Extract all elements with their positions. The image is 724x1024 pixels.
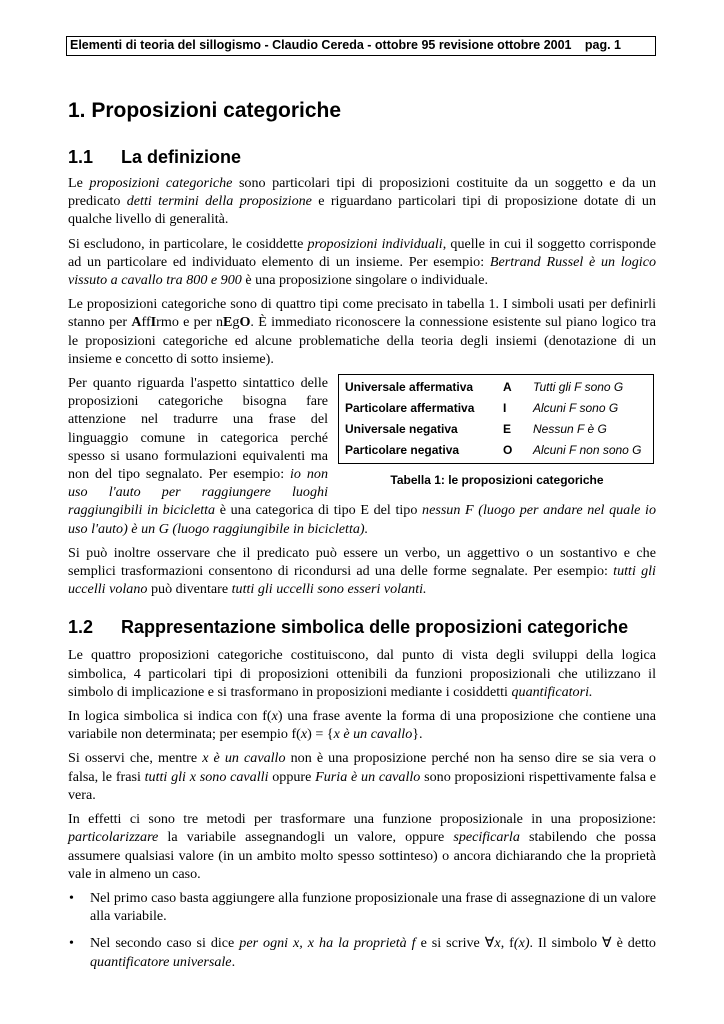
text-italic: Furia è un cavallo bbox=[315, 768, 421, 785]
list-item bbox=[68, 934, 656, 970]
paragraph bbox=[68, 235, 656, 290]
text: è una categorica di tipo E del tipo bbox=[215, 502, 423, 519]
text-bold: O bbox=[239, 314, 251, 331]
categorical-table bbox=[338, 374, 654, 464]
section-heading-1-1 bbox=[68, 146, 656, 168]
table-cell-name: Universale negativa bbox=[345, 422, 458, 437]
text: Per quanto riguarda l'aspetto sintattico delle proposizioni categoriche bisogna fare attenzione nel tradurre una frase del linguaggio comune in categorica perché spesso si usano formulazioni equivalenti ma non del tipo segnalato. Per esempio: bbox=[68, 375, 328, 483]
paragraph bbox=[68, 707, 656, 743]
text-italic: quantificatori. bbox=[511, 683, 593, 700]
section-1-2 bbox=[68, 616, 656, 970]
text-italic: x bbox=[300, 726, 308, 743]
bullet-icon: • bbox=[69, 935, 74, 952]
text-italic: Bertrand Russel è un logico vissuto a cavallo tra 800 e 900 bbox=[68, 253, 656, 289]
text: e per bbox=[178, 314, 216, 331]
text-italic: proposizioni categoriche bbox=[89, 175, 233, 191]
table-caption: Tabella 1: le proposizioni categoriche bbox=[390, 473, 604, 488]
text: n bbox=[215, 314, 223, 331]
text-italic: quantificatore universale bbox=[90, 953, 232, 970]
page-header bbox=[66, 36, 656, 56]
text: Nel secondo caso si dice bbox=[90, 935, 240, 952]
text: . bbox=[231, 953, 236, 970]
text: ) = { bbox=[307, 726, 334, 743]
table-cell-symbol: E bbox=[503, 422, 512, 437]
section-title: La definizione bbox=[121, 147, 242, 167]
text-bold: A bbox=[131, 314, 142, 331]
page-number: pag. 1 bbox=[584, 38, 621, 52]
paragraph bbox=[68, 544, 656, 599]
header-title: Elementi di teoria del sillogismo - Claudio Cereda - ottobre 95 revisione ottobre 2001 bbox=[70, 38, 572, 52]
table-cell-name: Universale affermativa bbox=[345, 380, 474, 395]
text: ff bbox=[141, 314, 151, 331]
section-number: 1.2 bbox=[68, 617, 94, 638]
paragraph bbox=[68, 295, 656, 368]
table-cell-symbol: O bbox=[503, 443, 513, 458]
categorical-table-block bbox=[338, 374, 656, 487]
text-italic: x bbox=[271, 708, 278, 725]
list-item bbox=[68, 889, 656, 925]
text-italic: tutti gli uccelli sono esseri volanti. bbox=[231, 581, 427, 598]
section-heading-1-2 bbox=[68, 616, 656, 638]
text: . Il simbolo ∀ è detto bbox=[529, 935, 656, 952]
text-bold: E bbox=[223, 314, 233, 331]
text: In effetti ci sono tre metodi per trasformare una funzione proposizionale in una proposizione: bbox=[68, 811, 656, 828]
text-italic: per ogni x, x ha la proprietà f bbox=[239, 935, 416, 952]
text-italic: proposizioni individuali bbox=[307, 235, 443, 252]
table-cell-symbol: A bbox=[503, 380, 512, 395]
text: Si può inoltre osservare che il predicato può essere un verbo, un aggettivo o un sostantivo e che semplici trasformazioni consentono di ricondursi ad una delle forme segnalate. Per esempio: bbox=[68, 544, 656, 580]
text-italic: tutti gli uccelli volano bbox=[68, 563, 656, 598]
text-bold: I bbox=[150, 314, 157, 331]
paragraph bbox=[68, 646, 656, 701]
text: e riguardano particolari tipi di proposizione dotate di un qualche livello di generalità. bbox=[68, 193, 656, 228]
text: Si escludono, in particolare, le cosiddette bbox=[68, 235, 308, 252]
text: }. bbox=[412, 726, 423, 743]
text: non è una proposizione perché non ha senso dire se sia vera o falsa, le frasi bbox=[68, 750, 656, 785]
text: sono proposizioni rispettivamente falsa e vera. bbox=[68, 768, 656, 803]
table-cell-symbol: I bbox=[503, 401, 507, 416]
chapter-title: 1. Proposizioni categoriche bbox=[68, 99, 342, 122]
section-number: 1.1 bbox=[68, 147, 94, 167]
text: e si scrive ∀ bbox=[415, 935, 495, 952]
text: g bbox=[232, 314, 240, 331]
text-italic: nessun F (luogo per andare nel quale io uso l'auto) è un G (luogo raggiungibile in bicicletta). bbox=[68, 502, 656, 537]
table-cell-example: Alcuni F sono G bbox=[533, 401, 619, 416]
table-row bbox=[343, 440, 649, 461]
text: stabilendo che possa assumere qualsiasi valore (in un ambito molto spesso sottinteso) o ancora dichiarando che la proprietà vale in almeno un caso. bbox=[68, 829, 656, 882]
text-italic: specificarla bbox=[453, 829, 520, 846]
table-row bbox=[343, 398, 649, 419]
text: , f bbox=[500, 935, 514, 952]
text: Si osservi che, mentre bbox=[68, 750, 203, 767]
paragraph bbox=[68, 174, 656, 229]
table-cell-example: Nessun F è G bbox=[533, 422, 607, 437]
text: ) una frase avente la forma di una proposizione che contiene una variabile non determinata; per esempio f( bbox=[68, 708, 656, 743]
bullet-icon: • bbox=[69, 889, 74, 906]
text-italic: particolarizzare bbox=[68, 829, 159, 846]
page-content bbox=[68, 88, 656, 980]
text: è una proposizione singolare o individuale. bbox=[241, 272, 488, 289]
text-italic: io non uso l'auto per raggiungere luoghi raggiungibili in bicicletta bbox=[68, 466, 328, 519]
text: Le quattro proposizioni categoriche costituiscono, dal punto di vista degli sviluppi della logica simbolica, 4 particolari tipi di proposizioni ottenibili da funzioni proposizionali che utilizzano il simbolo di implicazione e si trasformano in proposizioni mediante i cosiddetti bbox=[68, 647, 656, 700]
table-row bbox=[343, 377, 649, 398]
table-cell-example: Alcuni F non sono G bbox=[533, 443, 642, 458]
text-italic: (x) bbox=[513, 935, 530, 952]
table-cell-name: Particolare negativa bbox=[345, 443, 460, 458]
text: la variabile assegnandogli un valore, oppure bbox=[158, 829, 454, 846]
table-row bbox=[343, 419, 649, 440]
text: , quelle in cui il soggetto corrisponde ad un particolare ed individuato elemento di un insieme. Per esempio: bbox=[68, 235, 656, 270]
paragraph bbox=[68, 749, 656, 804]
text-italic: x è un cavallo bbox=[202, 750, 286, 767]
section-title: Rappresentazione simbolica delle proposizioni categoriche bbox=[121, 617, 629, 638]
text: Nel primo caso basta aggiungere alla funzione proposizionale una frase di assegnazione di un valore alla variabile. bbox=[90, 889, 656, 925]
text: oppure bbox=[268, 768, 316, 785]
text: rmo bbox=[156, 314, 179, 331]
text: . È immediato riconoscere la connessione esistente sul piano logico tra le proposizioni categoriche ed alcune problematiche della teoria degli insiemi (denotazione di un insieme e concetto di sotto insieme). bbox=[68, 314, 656, 367]
text-italic: x bbox=[494, 935, 501, 952]
text: Le bbox=[68, 175, 90, 191]
text: può diventare bbox=[147, 581, 232, 598]
table-cell-example: Tutti gli F sono G bbox=[533, 380, 624, 395]
table-cell-name: Particolare affermativa bbox=[345, 401, 475, 416]
text-italic: detti termini della proposizione bbox=[126, 193, 312, 210]
paragraph bbox=[68, 810, 656, 883]
text: sono particolari tipi di proposizioni costituite da un soggetto e da un predicato bbox=[68, 175, 656, 210]
text: Le proposizioni categoriche sono di quattro tipi come precisato in tabella 1. I simboli usati per definirli stanno per bbox=[68, 296, 656, 331]
bullet-list bbox=[68, 889, 656, 971]
text-italic: tutti gli x sono cavalli bbox=[144, 768, 269, 785]
text-italic: x è un cavallo bbox=[333, 726, 413, 743]
text: In logica simbolica si indica con f( bbox=[68, 708, 272, 725]
